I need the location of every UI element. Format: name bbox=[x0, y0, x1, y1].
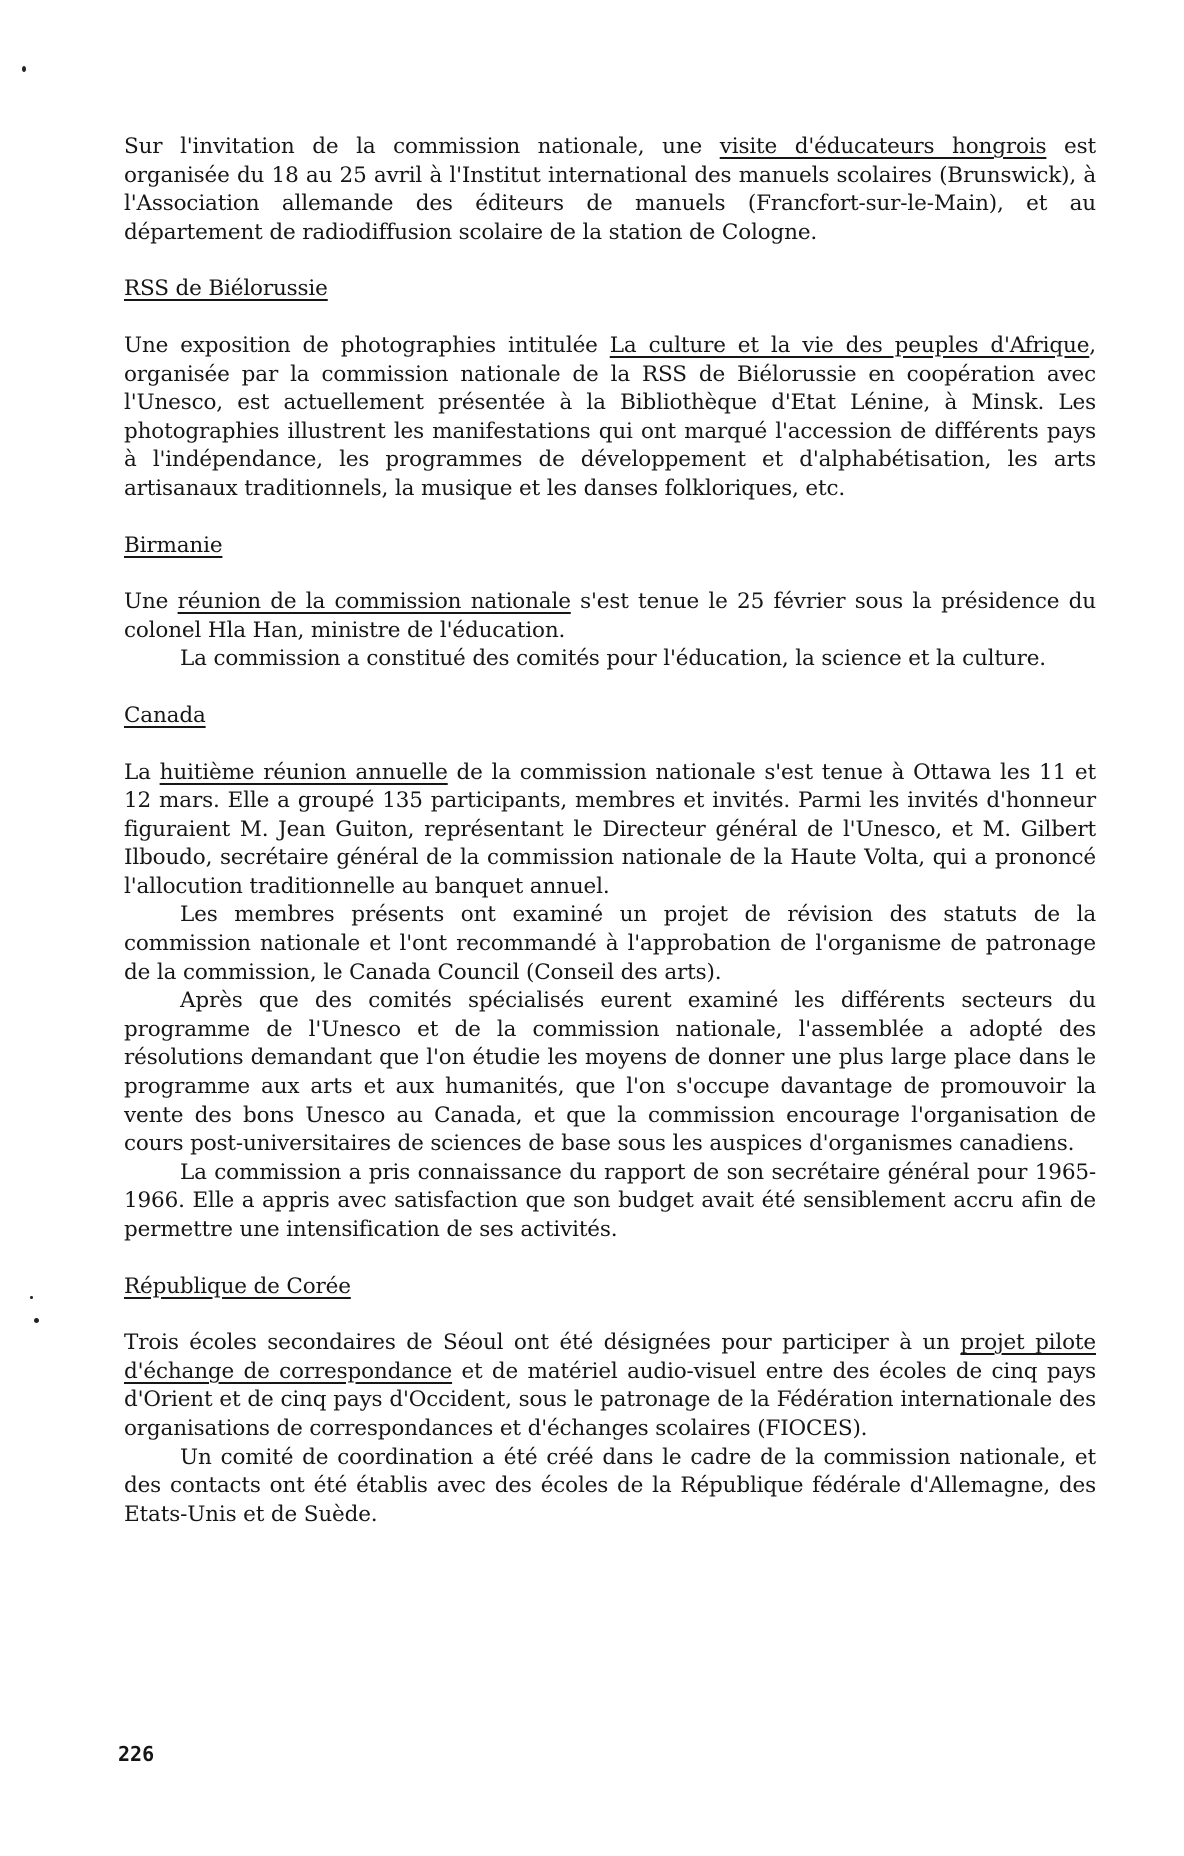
section-title-rss-bielorussie: RSS de Biélorussie bbox=[124, 276, 328, 302]
paragraph-text: La bbox=[124, 759, 160, 785]
intro-paragraph bbox=[124, 133, 1096, 247]
canada-paragraph-3: Après que des comités spécialisés eurent examiné les différents secteurs du programme de l'Unesco et de la commission nationale, l'assemblée a adopté des résolutions demandant que l'on étudie les moyens de donner une plus large place dans le programme aux arts et aux humanités, que l'on s'occupe davantage de promouvoir la vente des bons Unesco au Canada, et que la commission encourage l'organisation de cours post-universitaires de sciences de base sous les auspices d'organismes canadiens. bbox=[124, 988, 1096, 1157]
paragraph-text: Une bbox=[124, 589, 178, 615]
canada-paragraph-4: La commission a pris connaissance du rapport de son secrétaire général pour 1965-1966. Elle a appris avec satisfaction que son budget avait été sensiblement accru afin de permettre une intensification de ses activités. bbox=[124, 1159, 1096, 1242]
section-title-canada: Canada bbox=[124, 702, 206, 728]
canada-paragraph-2: Les membres présents ont examiné un projet de révision des statuts de la commission nationale et l'ont recommandé à l'approbation de l'organisme de patronage de la commission, le Canada Council (Conseil des arts). bbox=[124, 902, 1096, 985]
underlined-phrase: La culture et la vie des peuples d'Afrique bbox=[609, 332, 1090, 358]
paragraph-text: Trois écoles secondaires de Séoul ont été désignées pour participer à un bbox=[124, 1330, 961, 1356]
rss-paragraph-1 bbox=[124, 332, 1096, 504]
scan-speck bbox=[34, 1318, 39, 1323]
page-number: 226 bbox=[118, 1742, 155, 1766]
underlined-phrase: projet pilote d'échange de correspondance bbox=[124, 1330, 1096, 1384]
paragraph-text: Une exposition de photographies intitulée bbox=[124, 332, 610, 358]
scan-speck bbox=[30, 1296, 33, 1299]
underlined-phrase: visite d'éducateurs hongrois bbox=[719, 134, 1047, 159]
canada-paragraph-1 bbox=[124, 759, 1096, 902]
paragraph-text: , organisée par la commission nationale de la RSS de Biélorussie en coopération avec l'Unesco, est actuellement présentée à la Bibliothèque d'Etat Lénine, à Minsk. Les photographies illustrent les manifestations qui ont marqué l'accession de différents pays à l'indépendance, les programmes de développement et d'alphabétisation, les arts artisanaux traditionnels, la musique et les danses folkloriques, etc. bbox=[124, 332, 1096, 501]
paragraph-text: de la commission nationale s'est tenue à Ottawa les 11 et 12 mars. Elle a groupé 135 participants, membres et invités. Parmi les invités d'honneur figuraient M. Jean Guiton, représentant le Directeur général de l'Unesco, et M. Gilbert Ilboudo, secrétaire général de la commission nationale de la Haute Volta, qui a prononcé l'allocution traditionnelle au banquet annuel. bbox=[124, 759, 1096, 899]
paragraph-text: et de matériel audio-visuel entre des écoles de cinq pays d'Orient et de cinq pays d'Occident, sous le patronage de la Fédération internationale des organisations de correspondances et d'échanges scolaires (FIOCES). bbox=[124, 1358, 1096, 1441]
underlined-phrase: réunion de la commission nationale bbox=[177, 589, 571, 615]
coree-paragraph-1 bbox=[124, 1329, 1096, 1443]
section-title-republique-de-coree: République de Corée bbox=[124, 1273, 351, 1299]
underlined-phrase: huitième réunion annuelle bbox=[159, 759, 448, 785]
document-body bbox=[124, 133, 1096, 1529]
coree-paragraph-2: Un comité de coordination a été créé dans le cadre de la commission nationale, et des contacts ont été établis avec des écoles de la République fédérale d'Allemagne, des Etats-Unis et de Suède. bbox=[124, 1444, 1096, 1527]
birmanie-paragraph-2: La commission a constitué des comités pour l'éducation, la science et la culture. bbox=[180, 646, 1046, 672]
birmanie-paragraph-1 bbox=[124, 588, 1096, 645]
scan-speck bbox=[22, 66, 26, 72]
paragraph-text: est organisée du 18 au 25 avril à l'Institut international des manuels scolaires (Brunswick), à l'Association allemande des éditeurs de manuels (Francfort-sur-le-Main), et au département de radiodiffusion scolaire de la station de Cologne. bbox=[124, 134, 1096, 245]
paragraph-text: Sur l'invitation de la commission nationale, une bbox=[124, 134, 720, 159]
section-title-birmanie: Birmanie bbox=[124, 532, 223, 558]
paragraph-text: s'est tenue le 25 février sous la présidence du colonel Hla Han, ministre de l'éducation. bbox=[124, 589, 1096, 643]
